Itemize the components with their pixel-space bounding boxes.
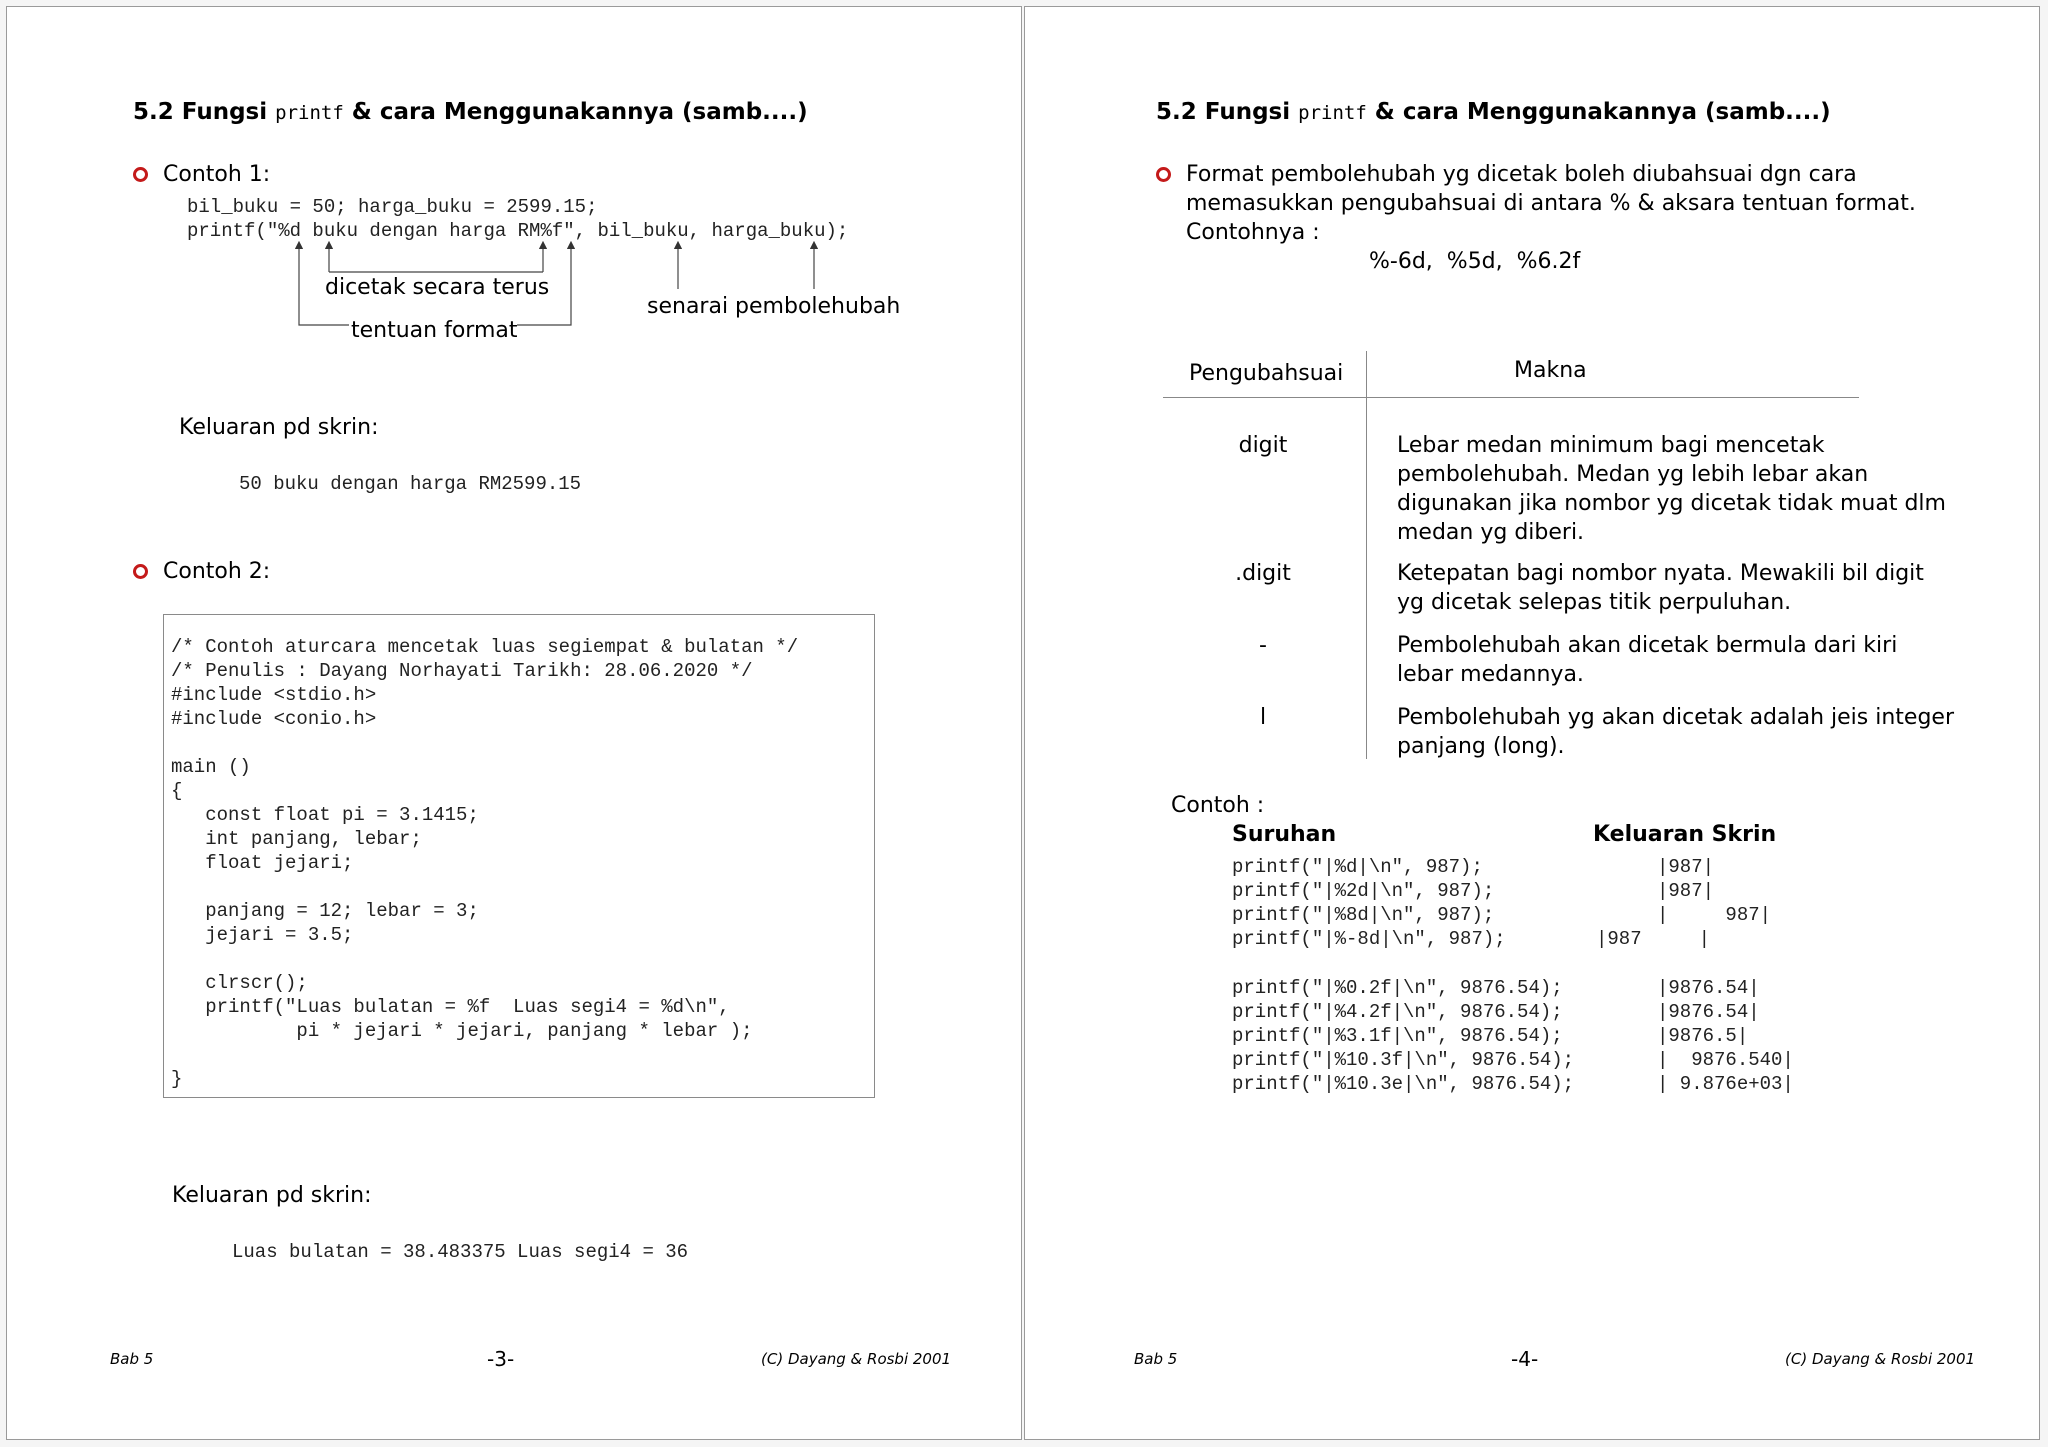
code-line: } bbox=[171, 1068, 183, 1090]
table-cell-modifier: l bbox=[1259, 705, 1267, 730]
contoh1-output: 50 buku dengan harga RM2599.15 bbox=[239, 473, 582, 495]
code-line: jejari = 3.5; bbox=[171, 924, 354, 946]
contoh-command: printf("|%d|\n", 987); bbox=[1232, 856, 1483, 878]
annotation-vars: senarai pembolehubah bbox=[647, 294, 901, 319]
code-box bbox=[163, 614, 875, 1098]
contoh-command: printf("|%10.3f|\n", 9876.54); bbox=[1232, 1049, 1575, 1071]
table-column-divider bbox=[1366, 351, 1367, 759]
footer-page-number: -4- bbox=[1511, 1347, 1539, 1371]
table-header-rule bbox=[1163, 397, 1859, 398]
contoh-output: |9876.54| bbox=[1657, 977, 1760, 999]
table-header-modifier: Pengubahsuai bbox=[1189, 361, 1344, 386]
annotation-direct: dicetak secara terus bbox=[325, 275, 550, 300]
code-line: #include <conio.h> bbox=[171, 708, 377, 730]
col-suruhan: Suruhan bbox=[1232, 822, 1337, 847]
table-cell-meaning: Pembolehubah akan dicetak bermula dari kiri lebar medannya. bbox=[1397, 633, 1898, 687]
heading-prefix: 5.2 Fungsi bbox=[133, 99, 276, 125]
contoh-output: | 987| bbox=[1657, 904, 1772, 926]
table-cell-modifier: - bbox=[1259, 633, 1267, 658]
contoh2-label: Contoh 2: bbox=[163, 559, 271, 584]
contoh-output: |987 | bbox=[1596, 928, 1711, 950]
code-line: /* Penulis : Dayang Norhayati Tarikh: 28.06.2020 */ bbox=[171, 660, 753, 682]
contoh1-code-line: bil_buku = 50; harga_buku = 2599.15; bbox=[187, 196, 598, 218]
contoh2-output-label: Keluaran pd skrin: bbox=[172, 1183, 372, 1208]
bullet-icon bbox=[133, 564, 148, 579]
code-line: panjang = 12; lebar = 3; bbox=[171, 900, 479, 922]
bullet-icon bbox=[1156, 167, 1171, 182]
contoh2-output: Luas bulatan = 38.483375 Luas segi4 = 36 bbox=[232, 1241, 689, 1263]
contoh-command: printf("|%0.2f|\n", 9876.54); bbox=[1232, 977, 1563, 999]
contoh-command: printf("|%4.2f|\n", 9876.54); bbox=[1232, 1001, 1563, 1023]
code-line: /* Contoh aturcara mencetak luas segiempat & bulatan */ bbox=[171, 636, 799, 658]
table-cell-meaning: Pembolehubah yg akan dicetak adalah jeis integer panjang (long). bbox=[1397, 705, 1955, 759]
footer-right: (C) Dayang & Rosbi 2001 bbox=[1785, 1350, 1976, 1368]
intro-line: Format pembolehubah yg dicetak boleh diubahsuai dgn cara bbox=[1186, 162, 1857, 187]
footer-right: (C) Dayang & Rosbi 2001 bbox=[761, 1350, 952, 1368]
heading-prefix: 5.2 Fungsi bbox=[1156, 99, 1299, 125]
code-line: printf("Luas bulatan = %f Luas segi4 = %d\n", bbox=[171, 996, 730, 1018]
contoh-command: printf("|%8d|\n", 987); bbox=[1232, 904, 1495, 926]
contoh1-code-line: printf("%d buku dengan harga RM%f", bil_buku, harga_buku); bbox=[187, 220, 849, 242]
contoh-output: |987| bbox=[1657, 880, 1715, 902]
code-line: pi * jejari * jejari, panjang * lebar ); bbox=[171, 1020, 753, 1042]
page-4 bbox=[1024, 6, 2040, 1440]
contoh1-output-label: Keluaran pd skrin: bbox=[179, 415, 379, 440]
contoh1-label: Contoh 1: bbox=[163, 162, 271, 187]
contoh-output: |9876.5| bbox=[1657, 1025, 1749, 1047]
footer-left: Bab 5 bbox=[1134, 1350, 1178, 1368]
contoh-command: printf("|%10.3e|\n", 9876.54); bbox=[1232, 1073, 1575, 1095]
footer-left: Bab 5 bbox=[110, 1350, 154, 1368]
page-heading bbox=[1156, 99, 1831, 125]
heading-suffix: & cara Menggunakannya (samb....) bbox=[343, 99, 808, 125]
contoh-output: |987| bbox=[1657, 856, 1715, 878]
contoh-command: printf("|%2d|\n", 987); bbox=[1232, 880, 1495, 902]
table-header-meaning: Makna bbox=[1514, 358, 1587, 383]
table-cell-modifier: .digit bbox=[1235, 561, 1291, 586]
table-cell-meaning: Ketepatan bagi nombor nyata. Mewakili bil digit yg dicetak selepas titik perpuluhan. bbox=[1397, 561, 1924, 615]
code-line: { bbox=[171, 780, 183, 802]
contoh-command: printf("|%-8d|\n", 987); bbox=[1232, 928, 1506, 950]
code-line: clrscr(); bbox=[171, 972, 308, 994]
contoh-output: | 9.876e+03| bbox=[1657, 1073, 1794, 1095]
footer-page-number: -3- bbox=[487, 1347, 515, 1371]
code-line: const float pi = 3.1415; bbox=[171, 804, 479, 826]
contoh-label: Contoh : bbox=[1171, 793, 1265, 818]
code-line: float jejari; bbox=[171, 852, 354, 874]
code-line: int panjang, lebar; bbox=[171, 828, 422, 850]
contoh-output: | 9876.540| bbox=[1657, 1049, 1794, 1071]
intro-line: Contohnya : bbox=[1186, 220, 1320, 245]
heading-suffix: & cara Menggunakannya (samb....) bbox=[1366, 99, 1831, 125]
contoh-command: printf("|%3.1f|\n", 9876.54); bbox=[1232, 1025, 1563, 1047]
code-line: #include <stdio.h> bbox=[171, 684, 377, 706]
contoh-output: |9876.54| bbox=[1657, 1001, 1760, 1023]
table-cell-modifier: digit bbox=[1238, 433, 1288, 458]
table-cell-meaning: Lebar medan minimum bagi mencetak pembolehubah. Medan yg lebih lebar akan digunakan jika nombor yg dicetak tidak muat dlm medan yg diberi. bbox=[1397, 433, 1946, 545]
annotation-format: tentuan format bbox=[351, 318, 518, 343]
code-line: main () bbox=[171, 756, 251, 778]
intro-line: memasukkan pengubahsuai di antara % & aksara tentuan format. bbox=[1186, 191, 1916, 216]
col-keluaran: Keluaran Skrin bbox=[1593, 822, 1777, 847]
page-3 bbox=[6, 6, 1022, 1440]
heading-code: printf bbox=[275, 102, 344, 124]
format-examples: %-6d, %5d, %6.2f bbox=[1369, 249, 1581, 274]
heading-code: printf bbox=[1298, 102, 1367, 124]
